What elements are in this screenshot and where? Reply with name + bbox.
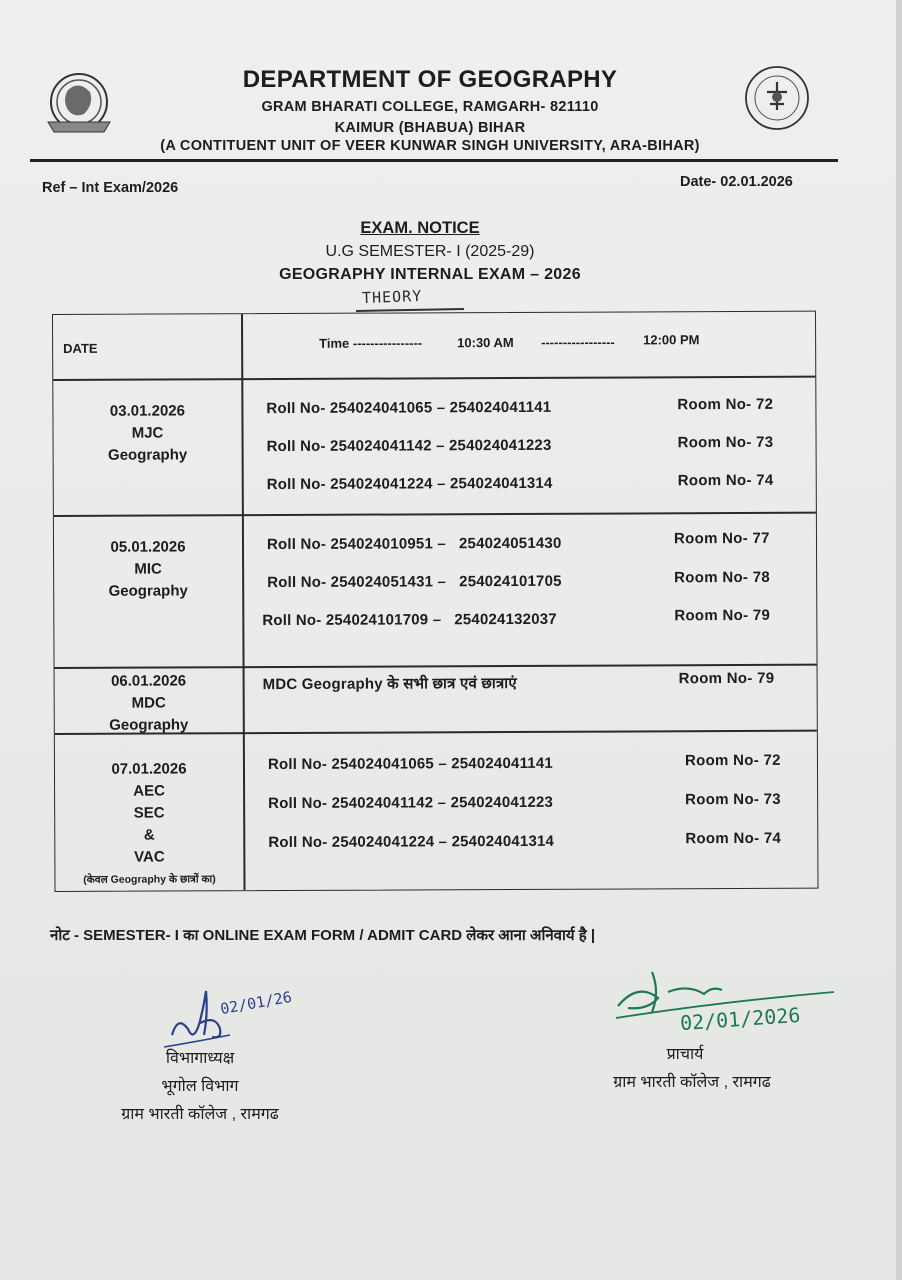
reference-number: Ref – Int Exam/2026	[42, 180, 179, 196]
subject-name: Geography	[108, 582, 188, 600]
subject-name: Geography	[109, 716, 189, 734]
room-number: Room No- 77	[673, 529, 770, 548]
time-label: Time ----------------	[319, 335, 423, 351]
room-number: Room No- 72	[684, 751, 781, 770]
table-row-divider	[54, 512, 816, 517]
college-name: GRAM BHARATI COLLEGE, RAMGARH- 821110	[261, 99, 599, 115]
roll-range: Roll No- 254024101709 – 254024132037	[262, 610, 557, 630]
notice-date: Date- 02.01.2026	[680, 174, 793, 190]
exam-date: 05.01.2026	[110, 538, 186, 556]
table-row	[53, 400, 241, 467]
room-number: Room No- 74	[677, 471, 774, 490]
room-number: Room No- 72	[677, 395, 774, 414]
paper-code: MDC	[131, 694, 166, 712]
exam-title: GEOGRAPHY INTERNAL EXAM – 2026	[279, 266, 581, 283]
table-row	[55, 670, 243, 737]
mdc-all-students-note: MDC Geography के सभी छात्र एवं छात्राएं	[262, 674, 517, 694]
table-header-divider	[53, 376, 815, 381]
hod-designation: विभागाध्यक्ष	[165, 1050, 235, 1067]
university-emblem-icon	[742, 64, 812, 132]
district-name: KAIMUR (BHABUA) BIHAR	[334, 120, 526, 136]
table-row-divider	[55, 664, 817, 669]
paper-code: VAC	[134, 848, 165, 866]
paper-code: MJC	[131, 424, 164, 442]
room-number: Room No- 73	[677, 433, 774, 452]
principal-designation: प्राचार्य	[666, 1046, 704, 1063]
notice-title: EXAM. NOTICE	[360, 219, 480, 237]
roll-range: Roll No- 254024041065 – 254024041141	[267, 754, 553, 774]
theory-underline	[356, 308, 464, 311]
roll-range: Roll No- 254024010951 – 254024051430	[266, 534, 562, 554]
roll-range: Roll No- 254024041142 – 254024041223	[268, 793, 554, 813]
mandatory-document-note: नोट - SEMESTER- I का ONLINE EXAM FORM / ADMIT CARD लेकर आना अनिवार्य है |	[50, 927, 596, 944]
exam-schedule-table	[52, 311, 819, 892]
principal-college: ग्राम भारती कॉलेज , रामगढ	[613, 1074, 771, 1091]
geography-students-only-note: (केवल Geography के छात्रों का)	[83, 873, 216, 886]
department-title: DEPARTMENT OF GEOGRAPHY	[242, 66, 618, 93]
paper-ampersand: &	[143, 826, 155, 844]
roll-range: Roll No- 254024041142 – 254024041223	[266, 436, 552, 456]
exam-date: 03.01.2026	[109, 402, 185, 420]
roll-range: Roll No- 254024051431 – 254024101705	[267, 572, 562, 592]
principal-handwritten-date: 02/01/2026	[679, 1002, 802, 1036]
page-edge	[896, 0, 902, 1280]
paper-code: MIC	[134, 560, 162, 578]
table-row	[54, 536, 242, 603]
exam-date: 07.01.2026	[111, 760, 187, 778]
roll-range: Roll No- 254024041065 – 254024041141	[266, 398, 552, 418]
hod-college: ग्राम भारती कॉलेज , रामगढ	[121, 1106, 279, 1123]
university-affiliation: (A CONTITUENT UNIT OF VEER KUNWAR SINGH UNIVERSITY, ARA-BIHAR)	[160, 138, 700, 154]
time-end: 12:00 PM	[643, 332, 700, 348]
hod-handwritten-date: 02/01/26	[218, 987, 294, 1019]
subject-name: Geography	[107, 446, 188, 464]
time-separator: -----------------	[541, 334, 615, 350]
handwritten-theory-note: THEORY	[361, 286, 423, 308]
date-column-header: DATE	[63, 340, 98, 356]
semester-label: U.G SEMESTER- I (2025-29)	[325, 243, 535, 260]
paper-code: AEC	[133, 782, 165, 800]
room-number: Room No- 78	[674, 568, 771, 587]
paper-code: SEC	[133, 804, 165, 822]
room-number: Room No- 74	[685, 829, 782, 848]
roll-range: Roll No- 254024041224 – 254024041314	[268, 832, 555, 852]
time-start: 10:30 AM	[457, 334, 514, 351]
hod-department: भूगोल विभाग	[161, 1078, 239, 1095]
room-number: Room No- 73	[685, 790, 781, 809]
college-emblem-icon	[40, 70, 118, 140]
roll-range: Roll No- 254024041224 – 254024041314	[266, 474, 553, 494]
room-number: Room No- 79	[674, 606, 771, 625]
header-divider	[30, 159, 838, 162]
room-number: Room No- 79	[678, 669, 775, 688]
exam-date: 06.01.2026	[111, 672, 187, 690]
table-row	[55, 758, 244, 891]
